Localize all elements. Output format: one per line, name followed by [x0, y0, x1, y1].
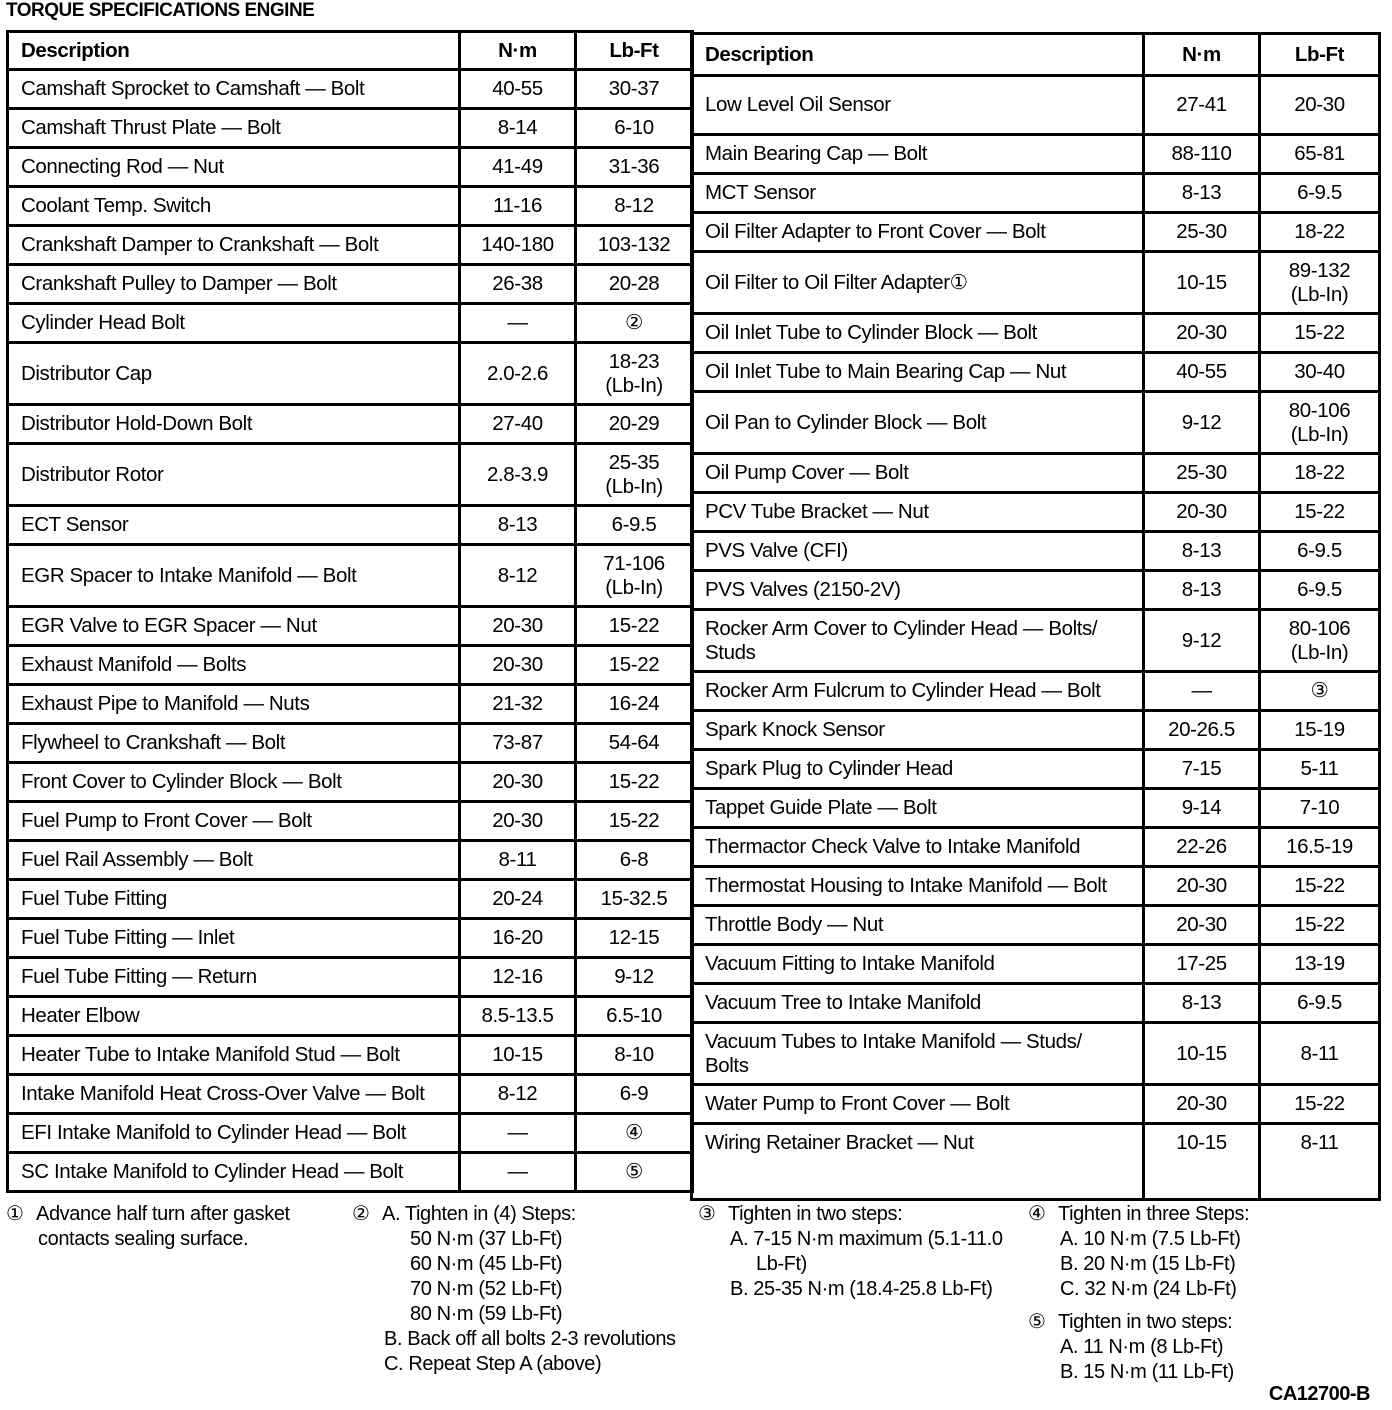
cell-description: Vacuum Tubes to Intake Manifold — Studs/ Bolts	[692, 1023, 1144, 1085]
table-row	[8, 109, 693, 148]
cell-description: Distributor Hold-Down Bolt	[8, 405, 460, 444]
cell-lbft: 6-9.5	[1260, 571, 1380, 610]
table-row	[692, 76, 1380, 135]
cell-nm: 20-30	[1144, 314, 1260, 353]
table-body-right	[692, 76, 1380, 1200]
cell-nm: 20-30	[460, 763, 576, 802]
cell-description: Wiring Retainer Bracket — Nut	[692, 1124, 1144, 1200]
table-row	[8, 841, 693, 880]
cell-description: Thermactor Check Valve to Intake Manifold	[692, 828, 1144, 867]
cell-nm: 21-32	[460, 685, 576, 724]
cell-nm: 73-87	[460, 724, 576, 763]
cell-lbft: 18-22	[1260, 454, 1380, 493]
footnote-text: A. 11 N·m (8 Lb-Ft)	[1060, 1336, 1224, 1358]
cell-nm: 20-30	[1144, 906, 1260, 945]
cell-lbft: 30-37	[576, 70, 693, 109]
table-row	[8, 919, 693, 958]
footnote-text: C. 32 N·m (24 Lb-Ft)	[1060, 1278, 1237, 1300]
footnote-text: Tighten in two steps:	[728, 1203, 903, 1225]
cell-lbft: 25-35 (Lb-In)	[576, 444, 693, 506]
cell-description: Front Cover to Cylinder Block — Bolt	[8, 763, 460, 802]
cell-description: Spark Knock Sensor	[692, 711, 1144, 750]
cell-description: Thermostat Housing to Intake Manifold — Bolt	[692, 867, 1144, 906]
cell-nm: 11-16	[460, 187, 576, 226]
cell-lbft: 18-22	[1260, 213, 1380, 252]
cell-nm: 22-26	[1144, 828, 1260, 867]
cell-lbft: 80-106 (Lb-In)	[1260, 610, 1380, 672]
cell-lbft: 30-40	[1260, 353, 1380, 392]
cell-description: Coolant Temp. Switch	[8, 187, 460, 226]
cell-nm: 20-30	[460, 607, 576, 646]
table-row	[692, 711, 1380, 750]
cell-description: Spark Plug to Cylinder Head	[692, 750, 1144, 789]
table-row	[692, 984, 1380, 1023]
table-row	[8, 444, 693, 506]
cell-lbft: 18-23 (Lb-In)	[576, 343, 693, 405]
cell-description: Flywheel to Crankshaft — Bolt	[8, 724, 460, 763]
table-row	[692, 1023, 1380, 1085]
cell-description: Rocker Arm Fulcrum to Cylinder Head — Bolt	[692, 672, 1144, 711]
cell-lbft: ⑤	[576, 1153, 693, 1192]
footnote-3	[698, 1202, 1003, 1302]
cell-lbft: 20-30	[1260, 76, 1380, 135]
cell-lbft: 54-64	[576, 724, 693, 763]
table-row	[8, 646, 693, 685]
table-row	[8, 187, 693, 226]
cell-nm: 140-180	[460, 226, 576, 265]
footnote-5	[1028, 1310, 1234, 1385]
cell-description: Oil Inlet Tube to Cylinder Block — Bolt	[692, 314, 1144, 353]
table-row	[692, 174, 1380, 213]
cell-description: Main Bearing Cap — Bolt	[692, 135, 1144, 174]
cell-lbft: 65-81	[1260, 135, 1380, 174]
cell-description: Tappet Guide Plate — Bolt	[692, 789, 1144, 828]
cell-nm: 16-20	[460, 919, 576, 958]
footnote-step: 70 N·m (52 Lb-Ft)	[410, 1278, 563, 1300]
cell-lbft: 71-106 (Lb-In)	[576, 545, 693, 607]
cell-description: Connecting Rod — Nut	[8, 148, 460, 187]
footnote-text: Tighten in two steps:	[1058, 1311, 1233, 1333]
cell-lbft: 5-11	[1260, 750, 1380, 789]
cell-lbft: 31-36	[576, 148, 693, 187]
cell-description: Heater Tube to Intake Manifold Stud — Bolt	[8, 1036, 460, 1075]
table-row	[692, 789, 1380, 828]
cell-lbft: 20-28	[576, 265, 693, 304]
cell-nm: 20-26.5	[1144, 711, 1260, 750]
cell-description: Rocker Arm Cover to Cylinder Head — Bolts/ Studs	[692, 610, 1144, 672]
table-row	[8, 802, 693, 841]
cell-description: ECT Sensor	[8, 506, 460, 545]
cell-nm: 8-12	[460, 545, 576, 607]
table-row	[8, 265, 693, 304]
cell-lbft: 8-12	[576, 187, 693, 226]
cell-nm: 40-55	[1144, 353, 1260, 392]
footnote-1	[6, 1202, 290, 1252]
table-row	[8, 685, 693, 724]
cell-description: Oil Inlet Tube to Main Bearing Cap — Nut	[692, 353, 1144, 392]
header-lbft: Lb-Ft	[1260, 34, 1380, 76]
cell-description: Exhaust Pipe to Manifold — Nuts	[8, 685, 460, 724]
footnote-text: Tighten in three Steps:	[1058, 1203, 1250, 1225]
cell-lbft: 15-22	[576, 763, 693, 802]
cell-description: Intake Manifold Heat Cross-Over Valve — Bolt	[8, 1075, 460, 1114]
cell-description: Crankshaft Pulley to Damper — Bolt	[8, 265, 460, 304]
cell-nm: 10-15	[1144, 1023, 1260, 1085]
footnote-text: C. Repeat Step A (above)	[384, 1353, 602, 1375]
table-row	[692, 252, 1380, 314]
table-row	[692, 353, 1380, 392]
cell-lbft: 15-22	[576, 607, 693, 646]
cell-nm: 17-25	[1144, 945, 1260, 984]
cell-nm: —	[460, 1153, 576, 1192]
cell-nm: 12-16	[460, 958, 576, 997]
table-row	[8, 1036, 693, 1075]
cell-lbft: 6-8	[576, 841, 693, 880]
cell-nm: 8-11	[460, 841, 576, 880]
cell-nm: 2.0-2.6	[460, 343, 576, 405]
cell-nm: 9-14	[1144, 789, 1260, 828]
page-title: TORQUE SPECIFICATIONS ENGINE	[6, 0, 315, 21]
cell-lbft: 89-132 (Lb-In)	[1260, 252, 1380, 314]
cell-lbft: 12-15	[576, 919, 693, 958]
cell-description: Fuel Pump to Front Cover — Bolt	[8, 802, 460, 841]
cell-description: PVS Valves (2150-2V)	[692, 571, 1144, 610]
cell-description: PCV Tube Bracket — Nut	[692, 493, 1144, 532]
cell-lbft: 20-29	[576, 405, 693, 444]
cell-nm: 8.5-13.5	[460, 997, 576, 1036]
cell-description: Throttle Body — Nut	[692, 906, 1144, 945]
cell-lbft: 8-10	[576, 1036, 693, 1075]
cell-description: Fuel Tube Fitting — Return	[8, 958, 460, 997]
table-row	[692, 532, 1380, 571]
table-row	[8, 304, 693, 343]
cell-nm: 88-110	[1144, 135, 1260, 174]
cell-nm: 2.8-3.9	[460, 444, 576, 506]
footnote-step: 80 N·m (59 Lb-Ft)	[410, 1303, 563, 1325]
cell-nm: 25-30	[1144, 454, 1260, 493]
table-row	[692, 945, 1380, 984]
cell-lbft: ③	[1260, 672, 1380, 711]
cell-nm: 7-15	[1144, 750, 1260, 789]
table-row	[692, 867, 1380, 906]
footnote-text: A. Tighten in (4) Steps:	[382, 1203, 576, 1225]
cell-nm: 10-15	[460, 1036, 576, 1075]
cell-description: EGR Valve to EGR Spacer — Nut	[8, 607, 460, 646]
cell-lbft: 6-9.5	[1260, 174, 1380, 213]
cell-description: Distributor Rotor	[8, 444, 460, 506]
footnote-text: B. 15 N·m (11 Lb-Ft)	[1060, 1361, 1234, 1383]
cell-description: Low Level Oil Sensor	[692, 76, 1144, 135]
table-row	[8, 70, 693, 109]
table-row	[8, 958, 693, 997]
cell-lbft: 13-19	[1260, 945, 1380, 984]
cell-lbft: 7-10	[1260, 789, 1380, 828]
cell-description: Distributor Cap	[8, 343, 460, 405]
cell-nm: 20-24	[460, 880, 576, 919]
footnote-mark: ①	[6, 1203, 24, 1225]
footnote-2	[352, 1202, 676, 1377]
cell-lbft: 15-19	[1260, 711, 1380, 750]
cell-lbft: 103-132	[576, 226, 693, 265]
cell-nm: —	[1144, 672, 1260, 711]
cell-lbft: ④	[576, 1114, 693, 1153]
table-row	[692, 314, 1380, 353]
cell-nm: 8-13	[1144, 174, 1260, 213]
cell-lbft: 8-11	[1260, 1023, 1380, 1085]
table-row	[8, 226, 693, 265]
cell-lbft: 15-22	[1260, 493, 1380, 532]
table-row	[8, 343, 693, 405]
table-row	[8, 763, 693, 802]
footnote-text: contacts sealing surface.	[38, 1228, 249, 1250]
table-row	[8, 405, 693, 444]
cell-lbft: 6-10	[576, 109, 693, 148]
cell-description: EFI Intake Manifold to Cylinder Head — Bolt	[8, 1114, 460, 1153]
cell-description: Oil Pan to Cylinder Block — Bolt	[692, 392, 1144, 454]
cell-description: Crankshaft Damper to Crankshaft — Bolt	[8, 226, 460, 265]
cell-description: SC Intake Manifold to Cylinder Head — Bolt	[8, 1153, 460, 1192]
cell-lbft: 15-22	[576, 646, 693, 685]
table-row	[8, 1153, 693, 1192]
footnote-step: 50 N·m (37 Lb-Ft)	[410, 1228, 563, 1250]
cell-nm: 27-40	[460, 405, 576, 444]
cell-nm: 25-30	[1144, 213, 1260, 252]
cell-description: Camshaft Sprocket to Camshaft — Bolt	[8, 70, 460, 109]
table-row	[8, 1114, 693, 1153]
footnote-mark: ②	[352, 1203, 370, 1225]
cell-description: Vacuum Fitting to Intake Manifold	[692, 945, 1144, 984]
cell-lbft: 15-22	[576, 802, 693, 841]
cell-nm: 8-13	[1144, 571, 1260, 610]
cell-description: Fuel Rail Assembly — Bolt	[8, 841, 460, 880]
cell-description: Oil Filter Adapter to Front Cover — Bolt	[692, 213, 1144, 252]
cell-nm: 20-30	[1144, 493, 1260, 532]
table-header-row	[692, 34, 1380, 76]
cell-description: EGR Spacer to Intake Manifold — Bolt	[8, 545, 460, 607]
cell-nm: 20-30	[1144, 1085, 1260, 1124]
cell-lbft: 9-12	[576, 958, 693, 997]
cell-nm: 20-30	[1144, 867, 1260, 906]
cell-nm: 8-14	[460, 109, 576, 148]
cell-nm: 9-12	[1144, 392, 1260, 454]
cell-description: Exhaust Manifold — Bolts	[8, 646, 460, 685]
table-row	[692, 672, 1380, 711]
footnote-text: B. 25-35 N·m (18.4-25.8 Lb-Ft)	[730, 1278, 993, 1300]
table-row	[692, 906, 1380, 945]
cell-nm: 40-55	[460, 70, 576, 109]
cell-nm: 8-12	[460, 1075, 576, 1114]
cell-description: MCT Sensor	[692, 174, 1144, 213]
table-row	[692, 213, 1380, 252]
cell-nm: —	[460, 1114, 576, 1153]
cell-lbft: 8-11	[1260, 1124, 1380, 1200]
cell-lbft: 15-22	[1260, 906, 1380, 945]
cell-nm: 8-13	[460, 506, 576, 545]
cell-lbft: 6-9.5	[1260, 532, 1380, 571]
table-row	[8, 607, 693, 646]
table-row	[692, 493, 1380, 532]
torque-table-right	[690, 32, 1381, 1201]
footnote-step: 60 N·m (45 Lb-Ft)	[410, 1253, 563, 1275]
table-row	[8, 1075, 693, 1114]
table-row	[692, 610, 1380, 672]
figure-code: CA12700-B	[1268, 1383, 1370, 1405]
footnote-mark: ③	[698, 1203, 716, 1225]
header-nm: N·m	[1144, 34, 1260, 76]
cell-lbft: 6-9.5	[1260, 984, 1380, 1023]
torque-table-left	[6, 30, 694, 1193]
table-row	[8, 724, 693, 763]
cell-nm: 10-15	[1144, 1124, 1260, 1200]
table-row	[8, 997, 693, 1036]
cell-lbft: 6-9.5	[576, 506, 693, 545]
table-row	[692, 1124, 1380, 1200]
cell-nm: 26-38	[460, 265, 576, 304]
table-row	[692, 135, 1380, 174]
table-row	[692, 454, 1380, 493]
cell-description: Cylinder Head Bolt	[8, 304, 460, 343]
cell-nm: 9-12	[1144, 610, 1260, 672]
table-row	[8, 506, 693, 545]
table-row	[692, 1085, 1380, 1124]
cell-description: PVS Valve (CFI)	[692, 532, 1144, 571]
cell-lbft: 15-22	[1260, 314, 1380, 353]
cell-description: Vacuum Tree to Intake Manifold	[692, 984, 1144, 1023]
cell-lbft: ②	[576, 304, 693, 343]
footnote-text: B. 20 N·m (15 Lb-Ft)	[1060, 1253, 1236, 1275]
cell-lbft: 16-24	[576, 685, 693, 724]
footnote-text: A. 10 N·m (7.5 Lb-Ft)	[1060, 1228, 1241, 1250]
table-header-row	[8, 32, 693, 70]
cell-description: Oil Pump Cover — Bolt	[692, 454, 1144, 493]
table-row	[692, 828, 1380, 867]
cell-nm: 20-30	[460, 646, 576, 685]
cell-lbft: 15-22	[1260, 1085, 1380, 1124]
cell-description: Oil Filter to Oil Filter Adapter①	[692, 252, 1144, 314]
footnote-text: Lb-Ft)	[756, 1253, 807, 1275]
header-description: Description	[692, 34, 1144, 76]
table-row	[692, 750, 1380, 789]
table-row	[8, 148, 693, 187]
cell-lbft: 6-9	[576, 1075, 693, 1114]
footnote-mark: ④	[1028, 1203, 1046, 1225]
cell-nm: —	[460, 304, 576, 343]
footnote-4	[1028, 1202, 1249, 1302]
cell-nm: 20-30	[460, 802, 576, 841]
cell-nm: 8-13	[1144, 984, 1260, 1023]
cell-lbft: 15-32.5	[576, 880, 693, 919]
footnote-mark: ⑤	[1028, 1311, 1046, 1333]
cell-description: Fuel Tube Fitting	[8, 880, 460, 919]
header-nm: N·m	[460, 32, 576, 70]
cell-description: Heater Elbow	[8, 997, 460, 1036]
footnote-text: B. Back off all bolts 2-3 revolutions	[384, 1328, 676, 1350]
table-row	[692, 392, 1380, 454]
table-row	[8, 880, 693, 919]
cell-nm: 8-13	[1144, 532, 1260, 571]
cell-nm: 27-41	[1144, 76, 1260, 135]
cell-description: Camshaft Thrust Plate — Bolt	[8, 109, 460, 148]
cell-lbft: 6.5-10	[576, 997, 693, 1036]
cell-nm: 10-15	[1144, 252, 1260, 314]
footnote-text: Advance half turn after gasket	[36, 1203, 290, 1225]
cell-lbft: 80-106 (Lb-In)	[1260, 392, 1380, 454]
footnote-text: A. 7-15 N·m maximum (5.1-11.0	[730, 1228, 1003, 1250]
table-body-left	[8, 70, 693, 1192]
cell-lbft: 16.5-19	[1260, 828, 1380, 867]
cell-description: Water Pump to Front Cover — Bolt	[692, 1085, 1144, 1124]
cell-nm: 41-49	[460, 148, 576, 187]
header-lbft: Lb-Ft	[576, 32, 693, 70]
table-row	[692, 571, 1380, 610]
cell-lbft: 15-22	[1260, 867, 1380, 906]
table-row	[8, 545, 693, 607]
cell-description: Fuel Tube Fitting — Inlet	[8, 919, 460, 958]
header-description: Description	[8, 32, 460, 70]
